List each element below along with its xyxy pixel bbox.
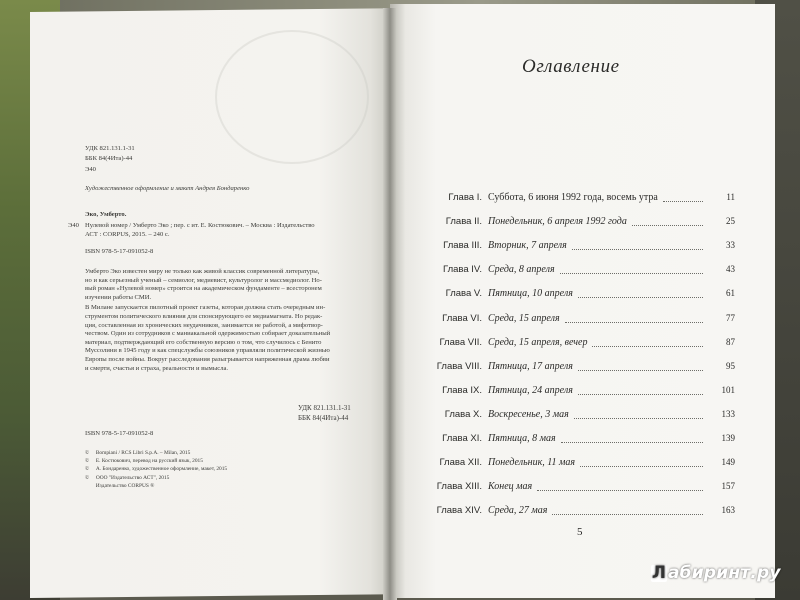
toc-chapter-title: Среда, 8 апреля: [488, 264, 555, 276]
toc-page-number: 139: [721, 433, 735, 443]
toc-chapter-title: Пятница, 24 апреля: [488, 384, 573, 396]
toc-leader-dots: [578, 296, 703, 298]
toc-chapter-title: Конец мая: [488, 481, 533, 493]
toc-chapter-label: Глава III.: [443, 240, 482, 252]
toc-leader-dots: [552, 513, 703, 515]
author-heading: Эко, Умберто.: [85, 211, 127, 218]
toc-page-number: 133: [721, 408, 735, 419]
toc-chapter-label: Глава XIV.: [436, 505, 482, 517]
toc-entry: [410, 481, 745, 497]
annotation-line: Муссолини в 1945 году и как спецслужбы союзников управляли политической жизнью: [85, 347, 330, 355]
toc-page-number: 163: [721, 505, 735, 516]
toc-page-number: 25: [726, 216, 735, 227]
toc-chapter-label: Глава XI.: [442, 433, 482, 444]
toc-leader-dots: [560, 272, 703, 274]
isbn-top: ISBN 978-5-17-091052-8: [85, 248, 154, 255]
toc-chapter-title: Среда, 15 апреля, вечер: [488, 336, 588, 348]
toc-chapter-label: Глава I.: [448, 192, 482, 203]
toc-chapter-title: Суббота, 6 июня 1992 года, восемь утра: [488, 192, 658, 203]
toc-chapter-title: Понедельник, 11 мая: [488, 457, 576, 469]
toc-leader-dots: [578, 393, 703, 395]
toc-page-number: 95: [726, 360, 735, 371]
toc-chapter-title: Понедельник, 6 апреля 1992 года: [488, 216, 627, 228]
toc-leader-dots: [561, 441, 703, 443]
toc-chapter-title: Вторник, 7 апреля: [488, 240, 567, 252]
show-through-ornament: [215, 30, 369, 164]
toc-page-number: 101: [721, 384, 735, 395]
toc-entry: [410, 433, 745, 449]
author-code-side: Э40: [68, 222, 79, 229]
toc-entry: [410, 505, 745, 521]
toc-chapter-label: Глава XIII.: [436, 481, 482, 493]
toc-chapter-title: Воскресенье, 3 мая: [488, 408, 569, 420]
toc-leader-dots: [632, 224, 703, 226]
toc-entry: [410, 240, 745, 256]
watermark-logo-box: Л: [651, 563, 667, 583]
toc-leader-dots: [592, 345, 703, 347]
toc-page-number: 77: [726, 312, 735, 323]
toc-chapter-title: Пятница, 8 мая: [488, 433, 556, 444]
toc-chapter-title: Пятница, 10 апреля: [488, 288, 573, 300]
toc-page-number: 157: [721, 481, 735, 492]
toc-page-number: 149: [721, 457, 735, 468]
toc-entry: [410, 313, 745, 329]
annotation-line: и смерти, счастья и страха, реальности и вымысла.: [85, 364, 229, 372]
toc-entry: [410, 216, 745, 232]
toc-title: Оглавление: [522, 56, 620, 77]
book-gutter: [383, 8, 397, 600]
copyright-line: © Е. Костюкович, перевод на русский язык, 2015: [85, 458, 203, 465]
toc-entry: [410, 264, 745, 280]
copyright-line: © Bompiani / RCS Libri S.p.A. – Milan, 2015: [85, 450, 191, 456]
toc-leader-dots: [663, 200, 703, 202]
toc-chapter-label: Глава IX.: [442, 384, 482, 396]
design-credit: Художественное оформление и макет Андрея Бондаренко: [85, 185, 250, 192]
toc-chapter-title: Пятница, 17 апреля: [488, 360, 573, 372]
toc-leader-dots: [574, 417, 703, 419]
isbn-bottom: ISBN 978-5-17-091052-8: [85, 430, 154, 437]
annotation-line: Европы после войны. Вокруг расследования разыгрывается напряженная драма любви: [85, 355, 330, 363]
annotation-line: струментом политического влияния для спонсирующего ее медиамагната. Но редак-: [85, 312, 323, 320]
toc-chapter-label: Глава II.: [445, 216, 482, 228]
udk-top: УДК 821.131.1-31: [85, 145, 135, 152]
toc-entry: [410, 192, 745, 208]
toc-page-number: 33: [726, 240, 735, 251]
annotation-line: ция, составленная из хронических неудачников, занимается не работой, а мифотвор-: [85, 321, 323, 329]
toc-chapter-title: Среда, 15 апреля: [488, 312, 560, 324]
toc-chapter-label: Глава XII.: [439, 457, 482, 469]
toc-page-number: 11: [726, 192, 735, 202]
bbk-bottom: ББК 84(4Ита)-44: [298, 414, 349, 422]
toc-chapter-label: Глава V.: [445, 288, 482, 300]
toc-chapter-label: Глава VI.: [442, 312, 482, 324]
toc-chapter-label: Глава X.: [444, 408, 482, 420]
annotation-line: но и как серьезный ученый – семиолог, медиевист, культуролог и массмедиолог. Но-: [85, 276, 322, 284]
annotation: [85, 268, 385, 373]
annotation-line: вый роман «Нулевой номер» строится на академическом фундаменте – всесторонем: [85, 285, 322, 293]
annotation-line: чеством. Один из сотрудников с маниакальной одержимостью собирает доказательный: [85, 330, 331, 338]
toc-entry: [410, 457, 745, 473]
toc-chapter-label: Глава VII.: [439, 336, 482, 348]
toc-entry: [410, 409, 745, 425]
copyright-line: Издательство CORPUS ®: [85, 482, 155, 489]
toc-entry: [410, 288, 745, 304]
toc-page-number: 87: [726, 336, 735, 347]
udk-bottom: УДК 821.131.1-31: [298, 404, 351, 412]
copyright-line: © ООО "Издательство АСТ", 2015: [85, 474, 170, 481]
toc-leader-dots: [572, 248, 703, 250]
bibliographic-line-1: Нулевой номер / Умберто Эко ; пер. с ит. Е. Костюкович. – Москва : Издательство: [85, 222, 315, 229]
watermark-text: абиринт.ру: [668, 563, 781, 583]
annotation-line: изучении работы СМИ.: [85, 293, 152, 301]
toc-leader-dots: [578, 369, 703, 371]
toc-chapter-label: Глава IV.: [442, 264, 482, 276]
toc-entry: [410, 337, 745, 353]
annotation-line: материал, подтверждающий его собственную версию о том, что случилось с Бенито: [85, 338, 322, 346]
copyright-block: [85, 449, 227, 490]
annotation-line: В Милане запускается пилотный проект газеты, которая должна стать очередным ин-: [85, 304, 326, 312]
labirint-watermark: [651, 563, 781, 583]
toc-chapter-title: Среда, 27 мая: [488, 505, 548, 517]
toc-entry: [410, 385, 745, 401]
page-number: 5: [577, 526, 583, 538]
bbk-top: ББК 84(4Ита)-44: [85, 155, 133, 162]
toc-leader-dots: [565, 321, 703, 323]
toc-entry: [410, 361, 745, 377]
toc-leader-dots: [537, 489, 703, 491]
toc-leader-dots: [580, 465, 703, 467]
author-code: Э40: [85, 166, 96, 173]
bibliographic-line-2: АСТ : CORPUS, 2015. – 240 с.: [85, 231, 170, 238]
toc-page-number: 61: [726, 288, 735, 299]
toc-chapter-label: Глава VIII.: [436, 360, 482, 372]
copyright-line: © А. Бондаренко, художественное оформление, макет, 2015: [85, 466, 228, 473]
toc-page-number: 43: [726, 264, 735, 275]
annotation-line: Умберто Эко известен миру не только как живой классик современной литературы,: [85, 268, 320, 275]
